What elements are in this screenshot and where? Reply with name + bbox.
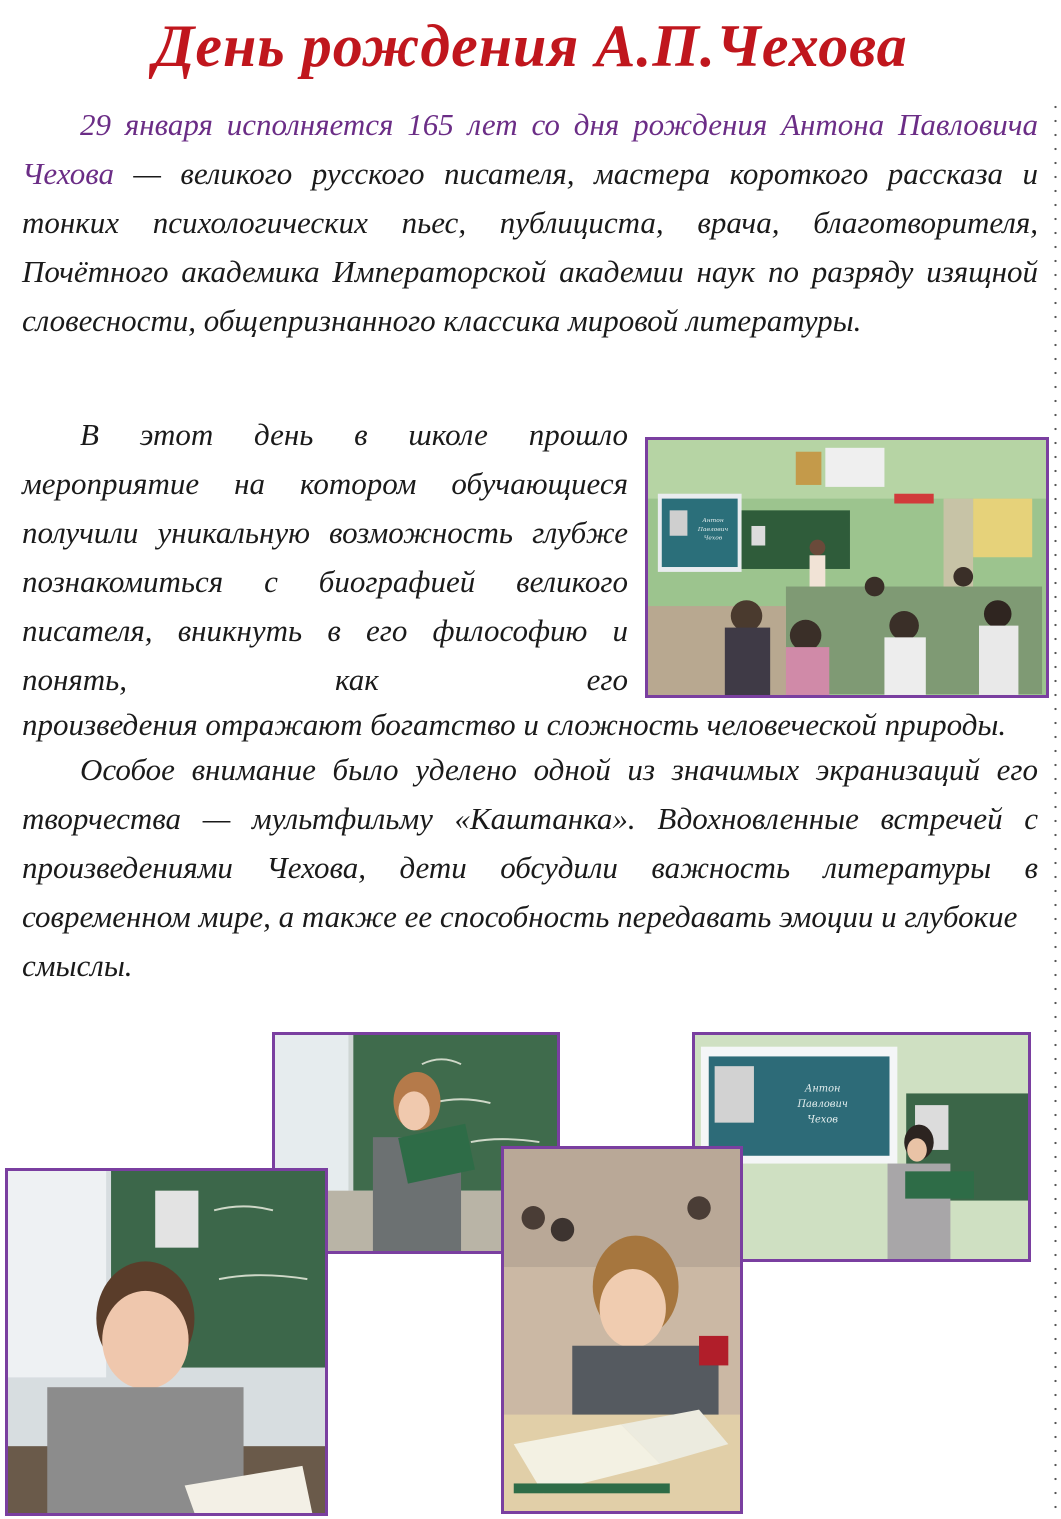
photo-girl-reading-desk (501, 1146, 743, 1514)
screen-text-3: Чехов (807, 1114, 838, 1126)
closing-text: Особое внимание было уделено одной из значимых экранизаций его творчества — мультфильму «Каштанка». Вдохновленные встречей с произведениями Чехова, дети обсудили важность литературы в современном мире, а также ее способность передавать эмоции и глубокие (22, 752, 1038, 934)
photo-boy-reading-illustration (8, 1171, 325, 1513)
photo-classroom-presentation (645, 437, 1049, 698)
slide-text-1: Антон (702, 518, 724, 525)
photo-desk-reader-illustration (504, 1149, 740, 1511)
screen-text-1: Антон (804, 1083, 841, 1095)
slide-text-3: Чехов (703, 535, 723, 542)
event-paragraph-tail: произведения отражают богатство и сложность человеческой природы. (22, 707, 1007, 742)
photo-classroom-illustration (648, 440, 1046, 695)
dotted-page-edge (1054, 100, 1057, 1519)
event-paragraph: В этот день в школе прошло мероприятие на котором обучающиеся получили уникальную возможность глубже познакомиться с биографией великого писателя, вникнуть в его философию и понять, как его (22, 417, 628, 697)
intro-rest: — великого русского писателя, мастера короткого рассказа и тонких психологических пьес, публициста, врача, благотворителя, Почётного академика Императорской академии наук по разряду изящной словесности, общепризнанного классика мировой литературы. (22, 156, 1038, 338)
slide-text-2: Павлович (697, 526, 729, 533)
intro-paragraph (22, 100, 1038, 345)
intro-highlight: 29 января исполняется 165 лет со дня рождения Антона Павловича Чехова (22, 107, 1038, 191)
photo-boy-reading (5, 1168, 328, 1516)
screen-text-2: Павлович (797, 1099, 848, 1111)
closing-paragraph (22, 745, 1038, 990)
closing-last-word: смыслы. (22, 948, 133, 983)
page-title: День рождения А.П.Чехова (153, 13, 908, 79)
photo-screen-reader-illustration (695, 1035, 1028, 1259)
